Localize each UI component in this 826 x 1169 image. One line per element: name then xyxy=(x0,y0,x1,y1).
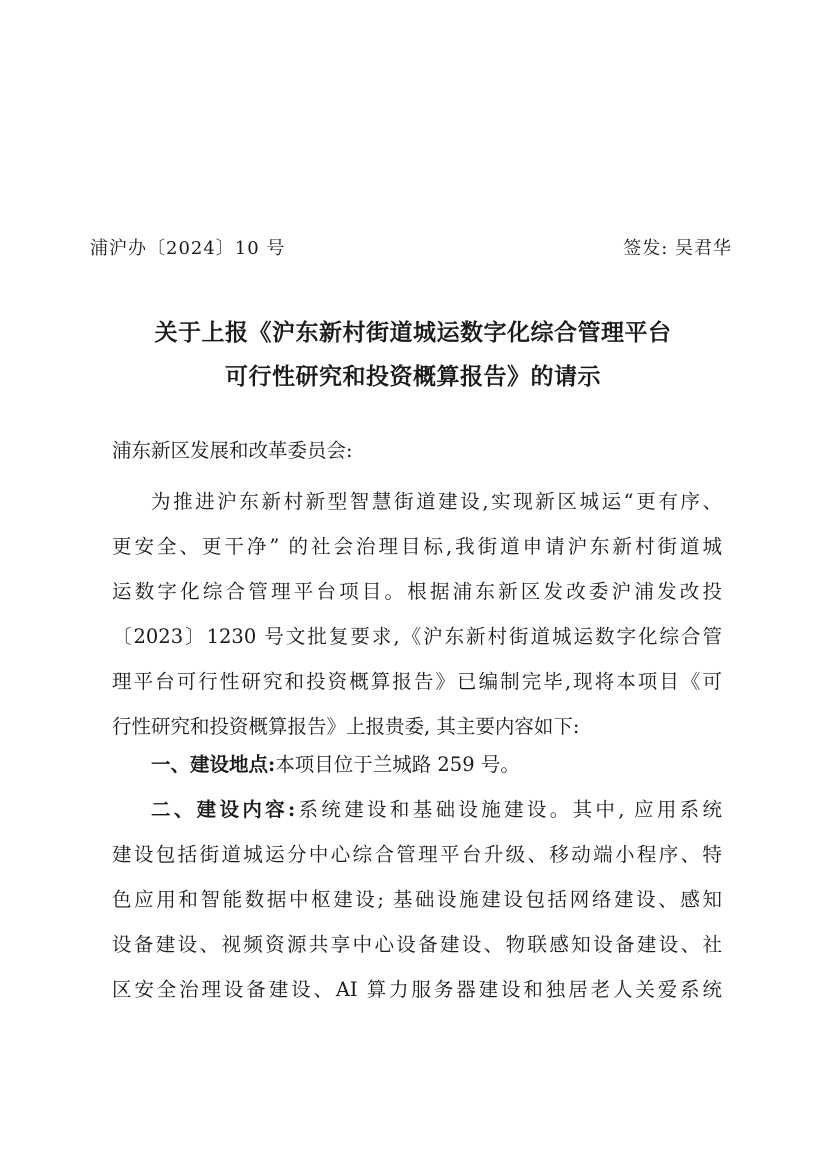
document-title-line-1: 关于上报《沪东新村街道城运数字化综合管理平台 xyxy=(154,319,672,346)
paragraph-line: 色应用和智能数据中枢建设; 基础设施建设包括网络建设、感知 xyxy=(112,888,722,911)
paragraph-line: 更安全、更干净” 的社会治理目标,我街道申请沪东新村街道城 xyxy=(112,535,722,558)
section-content-label: 二、建设内容: xyxy=(151,798,296,821)
paragraph-line: 运数字化综合管理平台项目。根据浦东新区发改委沪浦发改投 xyxy=(112,580,722,603)
paragraph-line: 〔2023〕1230 号文批复要求,《沪东新村街道城运数字化综合管 xyxy=(112,625,722,648)
document-title-line-2: 可行性研究和投资概算报告》的请示 xyxy=(225,363,601,390)
section-content-text: 系统建设和基础设施建设。其中, 应用系统 xyxy=(295,798,722,821)
paragraph-line: 行性研究和投资概算报告》上报贵委, 其主要内容如下: xyxy=(112,715,580,738)
paragraph-line: 区安全治理设备建设、AI 算力服务器建设和独居老人关爱系统 xyxy=(112,978,722,1001)
signer: 签发: 吴君华 xyxy=(623,238,732,259)
section-location xyxy=(151,749,722,777)
paragraph-line: 建设包括街道城运分中心综合管理平台升级、移动端小程序、特 xyxy=(112,843,722,866)
document-number: 浦沪办〔2024〕10 号 xyxy=(90,238,286,259)
addressee: 浦东新区发展和改革委员会: xyxy=(112,439,353,462)
section-content xyxy=(151,794,722,822)
section-location-text: 本项目位于兰城路 259 号。 xyxy=(275,753,520,776)
paragraph-line: 为推进沪东新村新型智慧街道建设,实现新区城运“更有序、 xyxy=(151,490,722,513)
section-location-label: 一、建设地点: xyxy=(151,753,276,776)
paragraph-line: 设备建设、视频资源共享中心设备建设、物联感知设备建设、社 xyxy=(112,933,722,956)
paragraph-line: 理平台可行性研究和投资概算报告》已编制完毕,现将本项目《可 xyxy=(112,670,722,693)
